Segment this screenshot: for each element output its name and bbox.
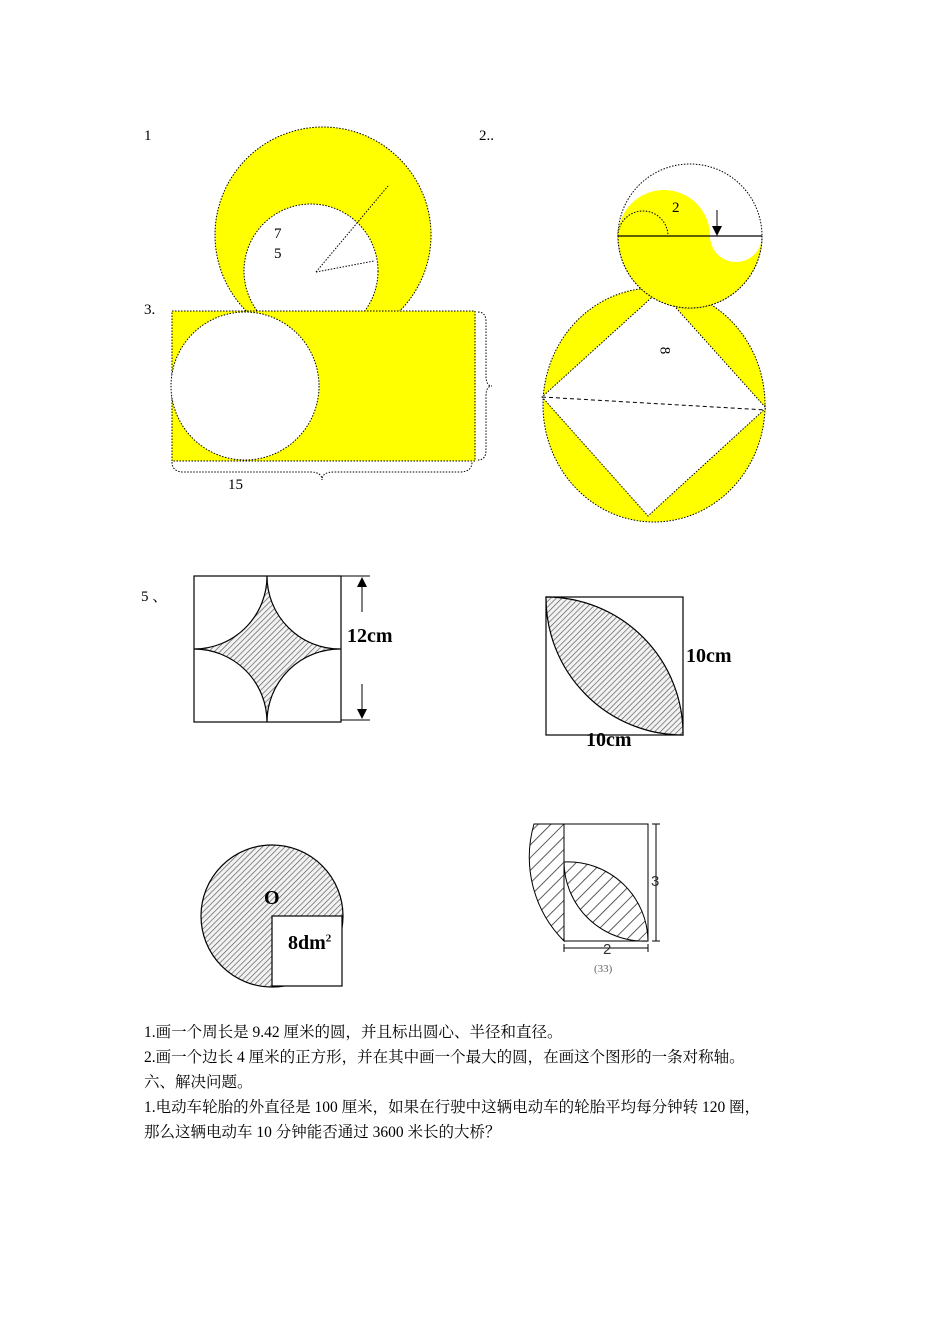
figure-1-number: 1	[144, 128, 152, 144]
figure-7-circle-square	[201, 845, 343, 987]
figure-6-square-lens	[546, 597, 683, 735]
figure-8-caption: (33)	[594, 963, 613, 975]
figure-7-area-exponent: 2	[325, 932, 332, 945]
figure-1-label-b: 5	[274, 246, 282, 262]
figure-2-label: 2	[672, 200, 680, 216]
figure-4-circle-square	[542, 288, 766, 522]
figure-5-size-label: 12cm	[347, 625, 393, 647]
figure-5-number: 5 、	[141, 589, 168, 605]
figure-7-area-label	[288, 932, 331, 955]
figure-8-width-label: 2	[603, 941, 612, 958]
figure-4-label: 8	[656, 346, 673, 355]
figure-6-right-label: 10cm	[686, 645, 732, 667]
figure-1-label-a: 7	[274, 226, 282, 242]
figure-2-number: 2..	[479, 128, 494, 144]
figure-3-rectangle-circle	[171, 311, 492, 480]
figure-7-area-text: 8dm	[288, 932, 326, 954]
figure-3-number: 3.	[144, 302, 156, 318]
figure-6-bottom-label: 10cm	[586, 729, 632, 751]
figure-3-width-label: 15	[228, 477, 243, 493]
figure-8-height-label: 3	[651, 873, 660, 890]
figure-5-square-quarter-arcs	[194, 576, 370, 722]
problem-line-1: 1.电动车轮胎的外直径是 100 厘米，如果在行驶中这辆电动车的轮胎平均每分钟转 120 圈，	[144, 1099, 761, 1116]
figure-8-rectangle-arcs	[529, 824, 660, 952]
figure-2-yinyang	[618, 164, 762, 308]
section-heading: 六、解决问题。	[144, 1074, 253, 1091]
problem-line-2: 那么这辆电动车 10 分钟能否通过 3600 米长的大桥？	[144, 1124, 501, 1141]
exercise-line-2: 2.画一个边长 4 厘米的正方形，并在其中画一个最大的圆，在画这个图形的一条对称轴。	[144, 1049, 745, 1066]
exercise-line-1: 1.画一个周长是 9.42 厘米的圆，并且标出圆心、半径和直径。	[144, 1024, 563, 1041]
figure-7-center-label: O	[264, 887, 280, 909]
